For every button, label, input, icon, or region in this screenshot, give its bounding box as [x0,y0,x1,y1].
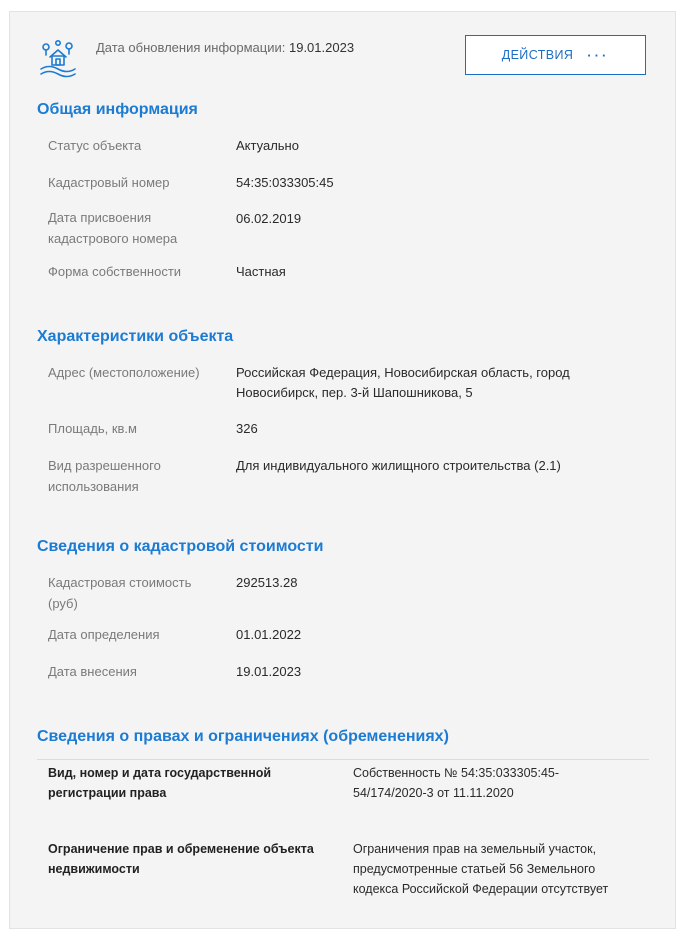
row-value: Собственность № 54:35:033305:45-54/174/2020-3 от 11.11.2020 [353,766,560,800]
row-value: 326 [236,421,258,436]
row-label: Вид, номер и дата государственной регистрации права [48,766,272,800]
land-plot-icon [37,38,79,80]
row-label: Статус объекта [48,138,142,153]
more-dots-icon: ··· [587,47,610,63]
row-value: 54:35:033305:45 [236,175,334,190]
row-label: Кадастровая стоимость (руб) [48,575,192,611]
update-label: Дата обновления информации: [96,40,286,55]
actions-button[interactable] [465,35,646,75]
row-label: Кадастровый номер [48,175,170,190]
actions-label: ДЕЙСТВИЯ [501,48,574,62]
row-value: 01.01.2022 [236,627,302,642]
row-label: Адрес (местоположение) [48,365,200,380]
section-title-cost: Сведения о кадастровой стоимости [37,538,324,555]
row-value: 06.02.2019 [236,211,302,226]
row-label: Дата внесения [48,664,137,679]
row-label: Дата определения [48,627,160,642]
section-title-characteristics: Характеристики объекта [37,328,234,345]
section-title-general: Общая информация [37,101,198,118]
row-label: Вид разрешенного использования [48,458,161,494]
row-label: Дата присвоения кадастрового номера [48,210,178,246]
row-label: Форма собственности [48,264,182,279]
object-info-card [9,11,676,929]
row-label: Ограничение прав и обременение объекта недвижимости [48,842,314,876]
update-info [96,40,354,55]
section-title-rights: Сведения о правах и ограничениях (обременениях) [37,728,449,745]
update-date: 19.01.2023 [288,40,355,55]
divider [37,759,649,760]
row-value: Актуально [236,138,299,153]
row-label: Площадь, кв.м [48,421,137,436]
row-value: Частная [236,264,286,279]
row-value: 19.01.2023 [236,664,302,679]
row-value: Ограничения прав на земельный участок, предусмотренные статьей 56 Земельного кодекса Российской Федерации отсутствует [353,842,609,896]
row-value: 292513.28 [236,575,298,590]
row-value: Российская Федерация, Новосибирская область, город Новосибирск, пер. 3-й Шапошникова, 5 [236,365,570,400]
row-value: Для индивидуального жилищного строительства (2.1) [236,458,561,473]
